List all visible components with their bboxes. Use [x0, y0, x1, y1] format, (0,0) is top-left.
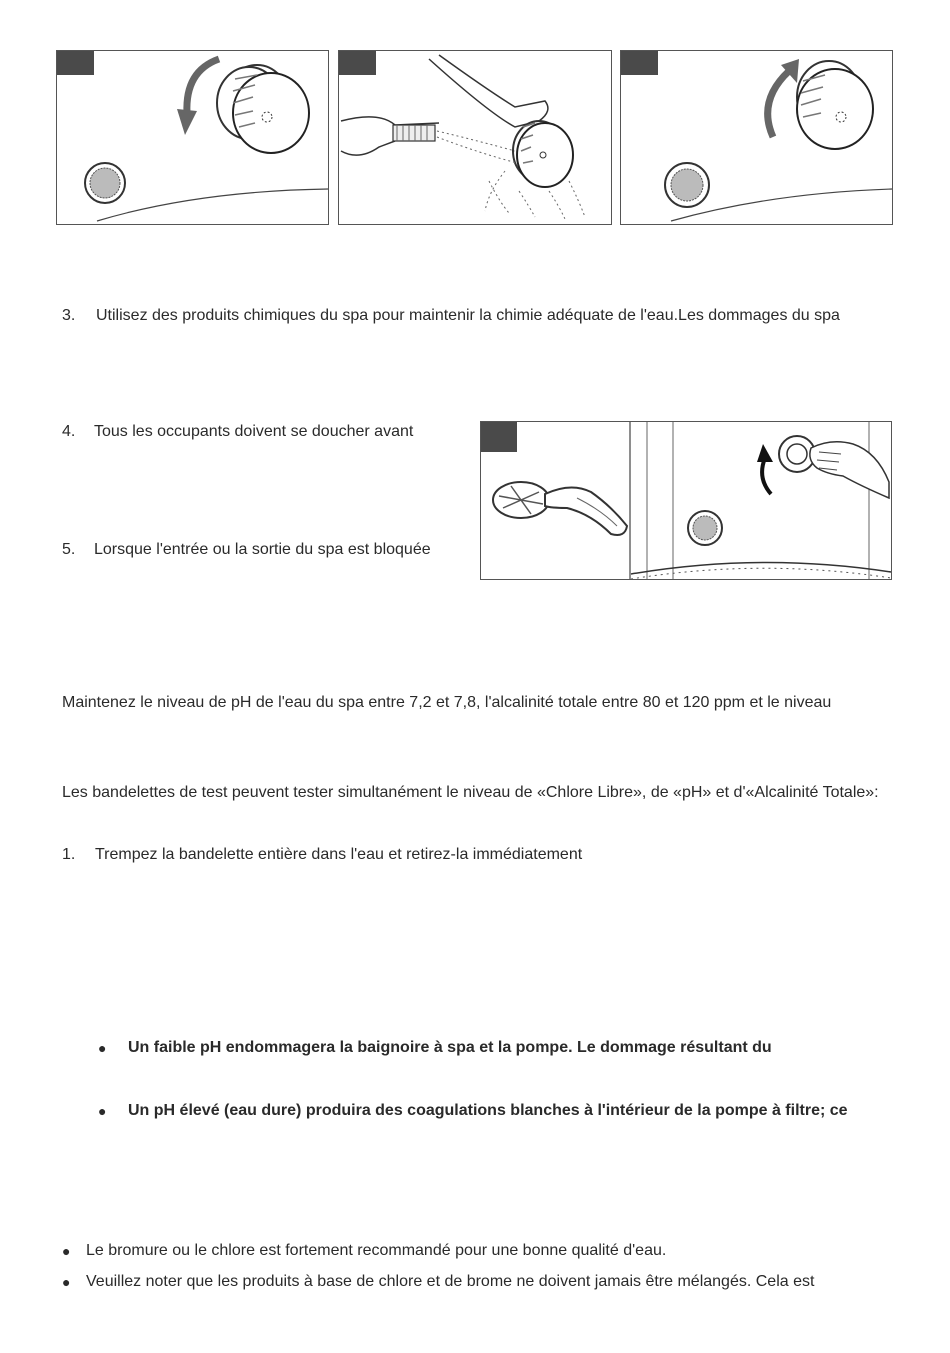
- figure-rinse-filter: [338, 50, 612, 225]
- warning-text: Un faible pH endommagera la baignoire à spa et la pompe. Le dommage résultant du: [128, 1039, 772, 1056]
- filter-cartridge-icon: [217, 65, 309, 153]
- ph-paragraph: Maintenez le niveau de pH de l'eau du spa entre 7,2 et 7,8, l'alcalinité totale entre 80 et 120 ppm et le niveau: [62, 694, 832, 711]
- step-text: Trempez la bandelette entière dans l'eau et retirez-la immédiatement: [95, 846, 583, 863]
- step-text: Lorsque l'entrée ou la sortie du spa est bloquée: [94, 541, 431, 558]
- bullet-icon: ●: [98, 1040, 107, 1056]
- note-text: Veuillez noter que les produits à base de chlore et de brome ne doivent jamais être mélangés. Cela est: [86, 1273, 815, 1290]
- filter-cartridge-icon: [797, 61, 873, 149]
- filter-cap-unscrew-icon: [481, 422, 891, 579]
- wrench-tool-icon: [493, 482, 627, 535]
- rotate-counterclockwise-icon: [57, 51, 328, 224]
- drain-grate-icon: [688, 511, 722, 545]
- warning-text: Un pH élevé (eau dure) produira des coagulations blanches à l'intérieur de la pompe à filtre; ce: [128, 1102, 848, 1119]
- rotate-clockwise-icon: [621, 51, 892, 224]
- step-number: 3.: [62, 307, 76, 324]
- figure-install-filter: [620, 50, 893, 225]
- drain-grate-icon: [85, 163, 125, 203]
- bullet-icon: ●: [98, 1103, 107, 1119]
- drain-grate-icon: [665, 163, 709, 207]
- step-number: 4.: [62, 423, 76, 440]
- bullet-icon: ●: [62, 1243, 71, 1259]
- figure-unscrew-inlet: [480, 421, 892, 580]
- step-number: 1.: [62, 846, 76, 863]
- step-number: 5.: [62, 541, 76, 558]
- water-spray-icon: [339, 51, 611, 224]
- figure-remove-filter: [56, 50, 329, 225]
- step-text: Tous les occupants doivent se doucher avant: [94, 423, 414, 440]
- step-text: Utilisez des produits chimiques du spa pour maintenir la chimie adéquate de l'eau.Les dommages du spa: [96, 307, 840, 324]
- test-strips-paragraph: Les bandelettes de test peuvent tester simultanément le niveau de «Chlore Libre», de «pH» et d'«Alcalinité Totale»:: [62, 784, 879, 801]
- hand-icon: [810, 442, 889, 498]
- bullet-icon: ●: [62, 1274, 71, 1290]
- note-text: Le bromure ou le chlore est fortement recommandé pour une bonne qualité d'eau.: [86, 1242, 667, 1259]
